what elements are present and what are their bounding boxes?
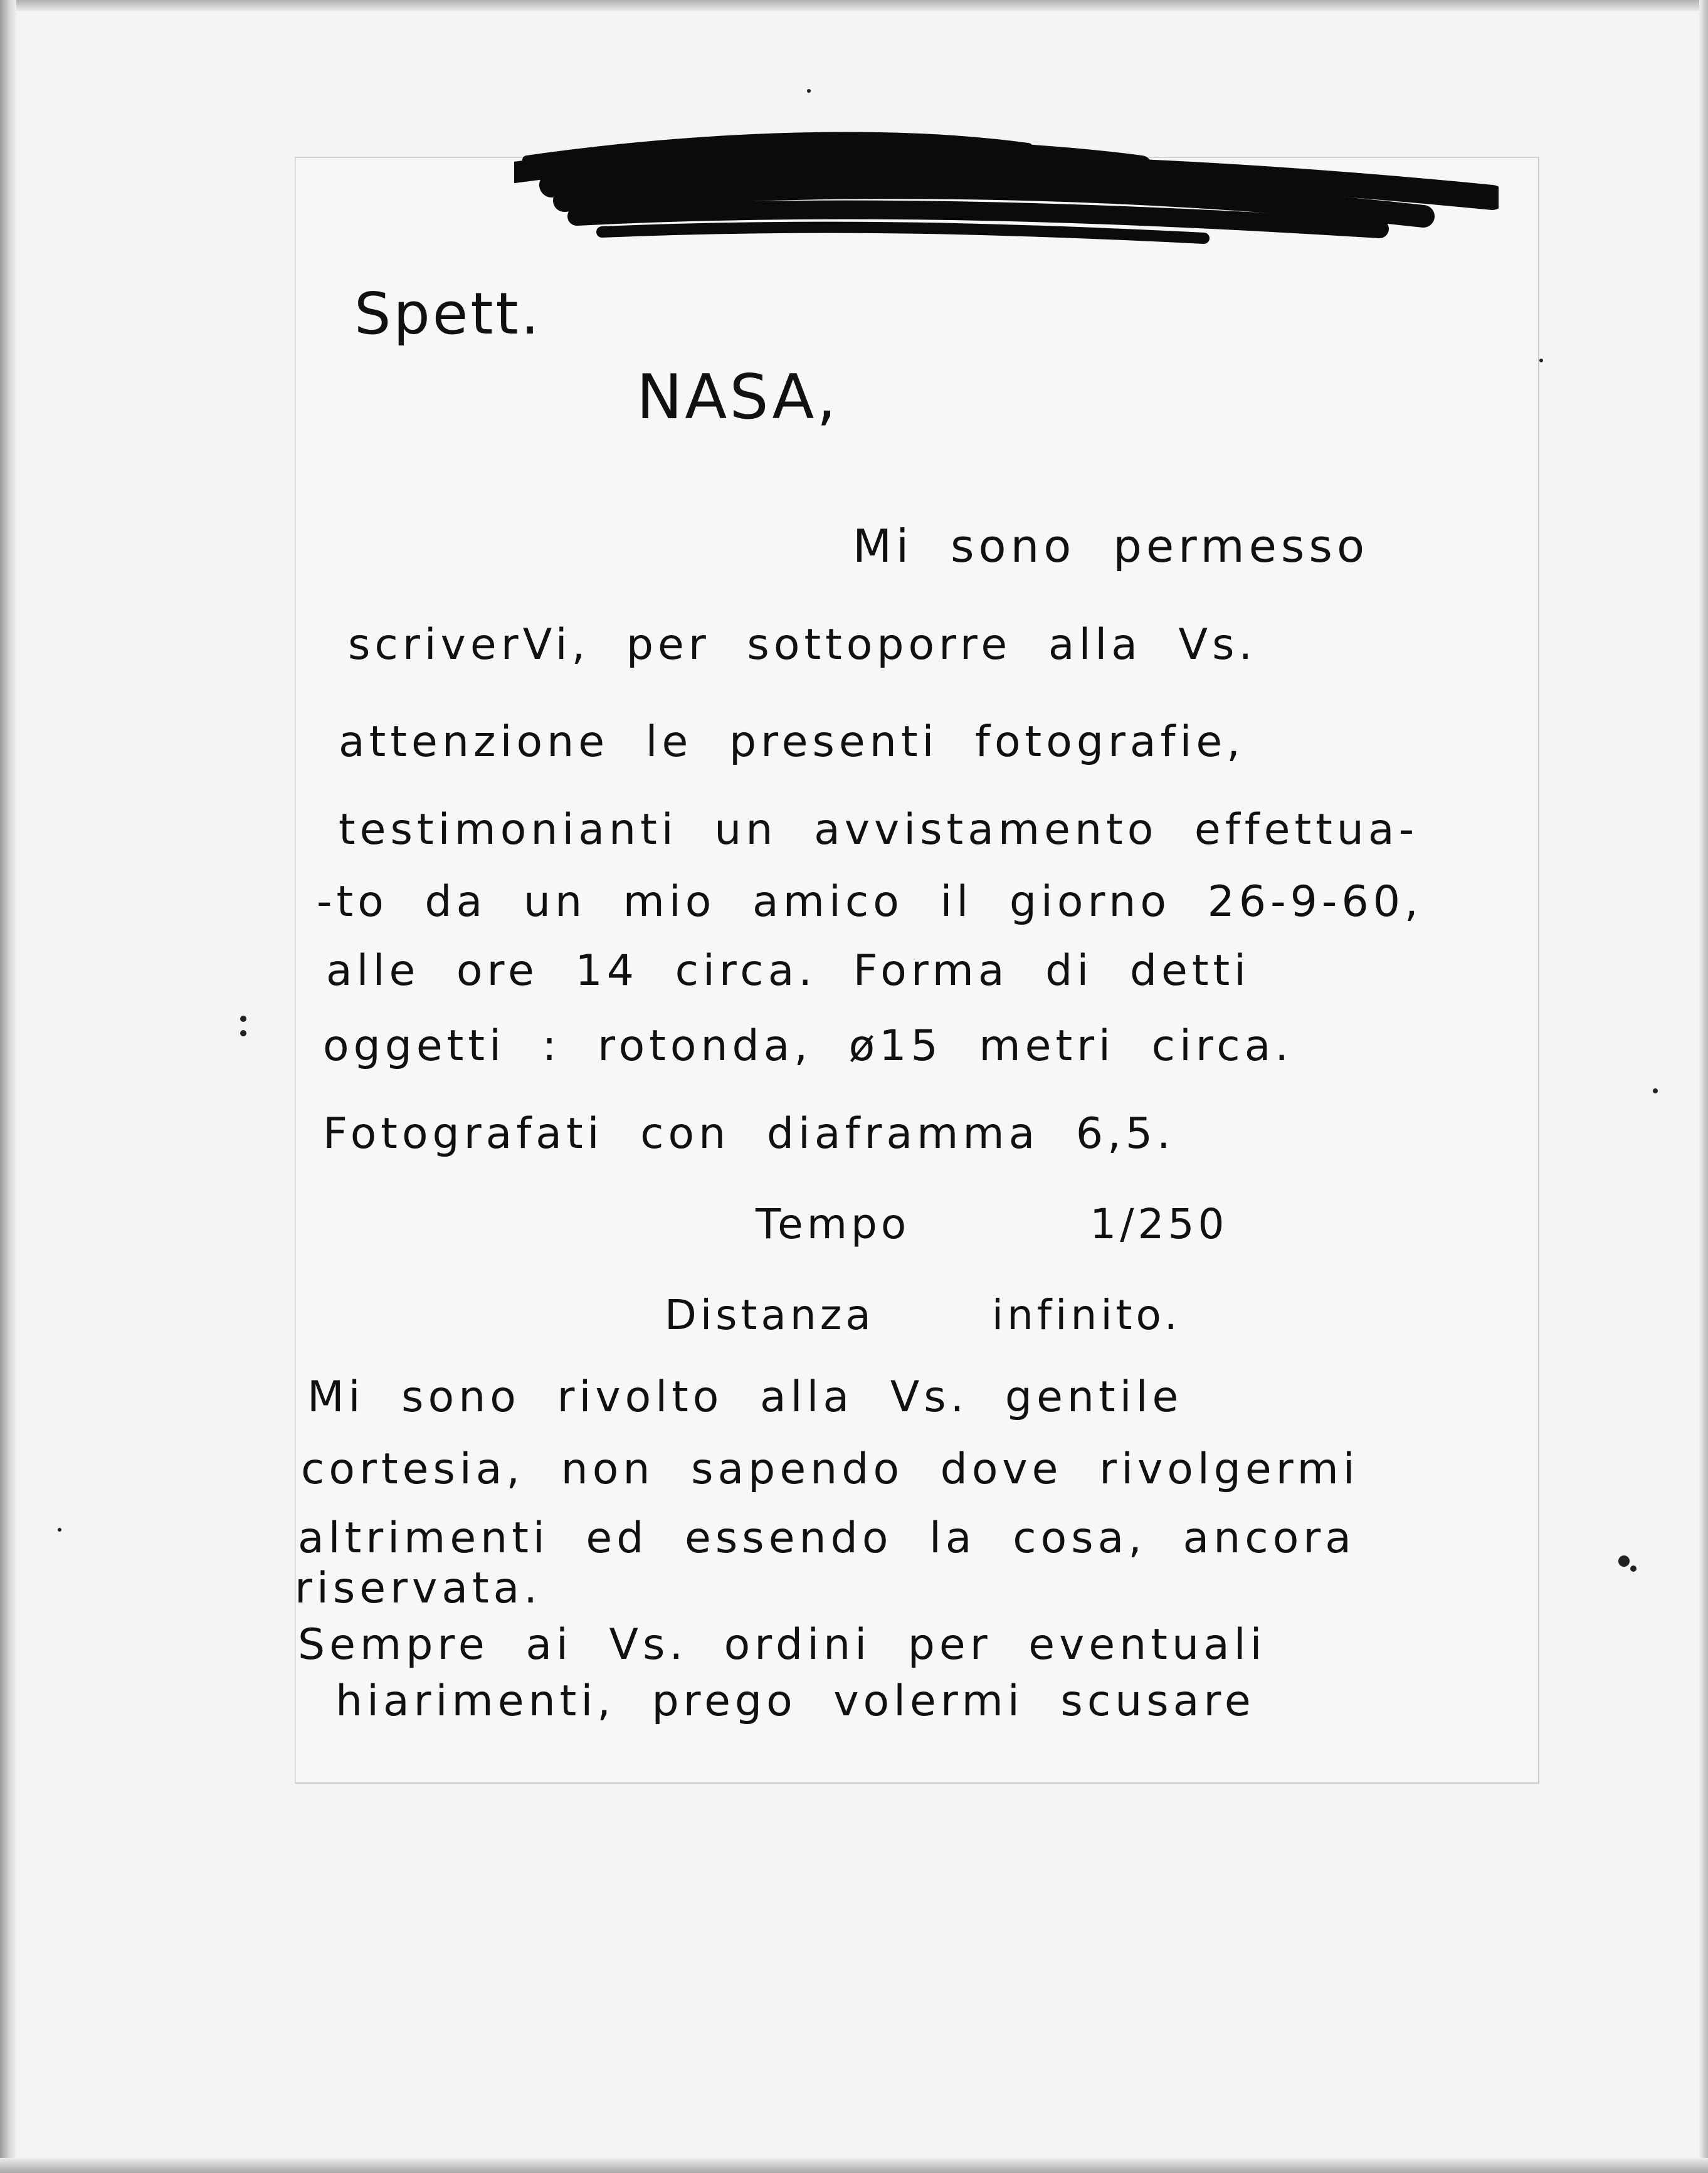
letter-line: cortesia, non sapendo dove rivolgermi (301, 1444, 1359, 1494)
letter-line: -to da un mio amico il giorno 26-9-60, (317, 877, 1423, 927)
salutation: Spett. (354, 280, 542, 347)
letter-line: scriverVi, per sottoporre alla Vs. (348, 620, 1257, 670)
letter-line: oggetti : rotonda, ø15 metri circa. (323, 1021, 1293, 1071)
photo-border-top (0, 0, 1708, 11)
recipient: NASA, (636, 362, 839, 433)
photo-border-left (0, 0, 16, 2173)
letter-line: attenzione le presenti fotografie, (339, 717, 1245, 767)
letter-line: hiarimenti, prego volermi scusare (335, 1676, 1255, 1726)
letter-line: altrimenti ed essendo la cosa, ancora (298, 1513, 1356, 1563)
letter-line: Distanza infinito. (665, 1291, 1181, 1339)
photo-border-right (1699, 0, 1708, 2173)
photo-border-bottom (0, 2158, 1708, 2173)
letter-line: Mi sono permesso (853, 520, 1369, 572)
letter-line: Sempre ai Vs. ordini per eventuali (298, 1620, 1267, 1670)
letter-line: Tempo 1/250 (756, 1200, 1228, 1248)
letter-line: testimonianti un avvistamento effettua- (339, 805, 1419, 855)
letter-line: Mi sono rivolto alla Vs. gentile (307, 1372, 1183, 1422)
letter-line: alle ore 14 circa. Forma di detti (326, 946, 1251, 996)
letter-line: Fotografati con diaframma 6,5. (323, 1109, 1175, 1159)
letter-line: riservata. (295, 1564, 542, 1613)
